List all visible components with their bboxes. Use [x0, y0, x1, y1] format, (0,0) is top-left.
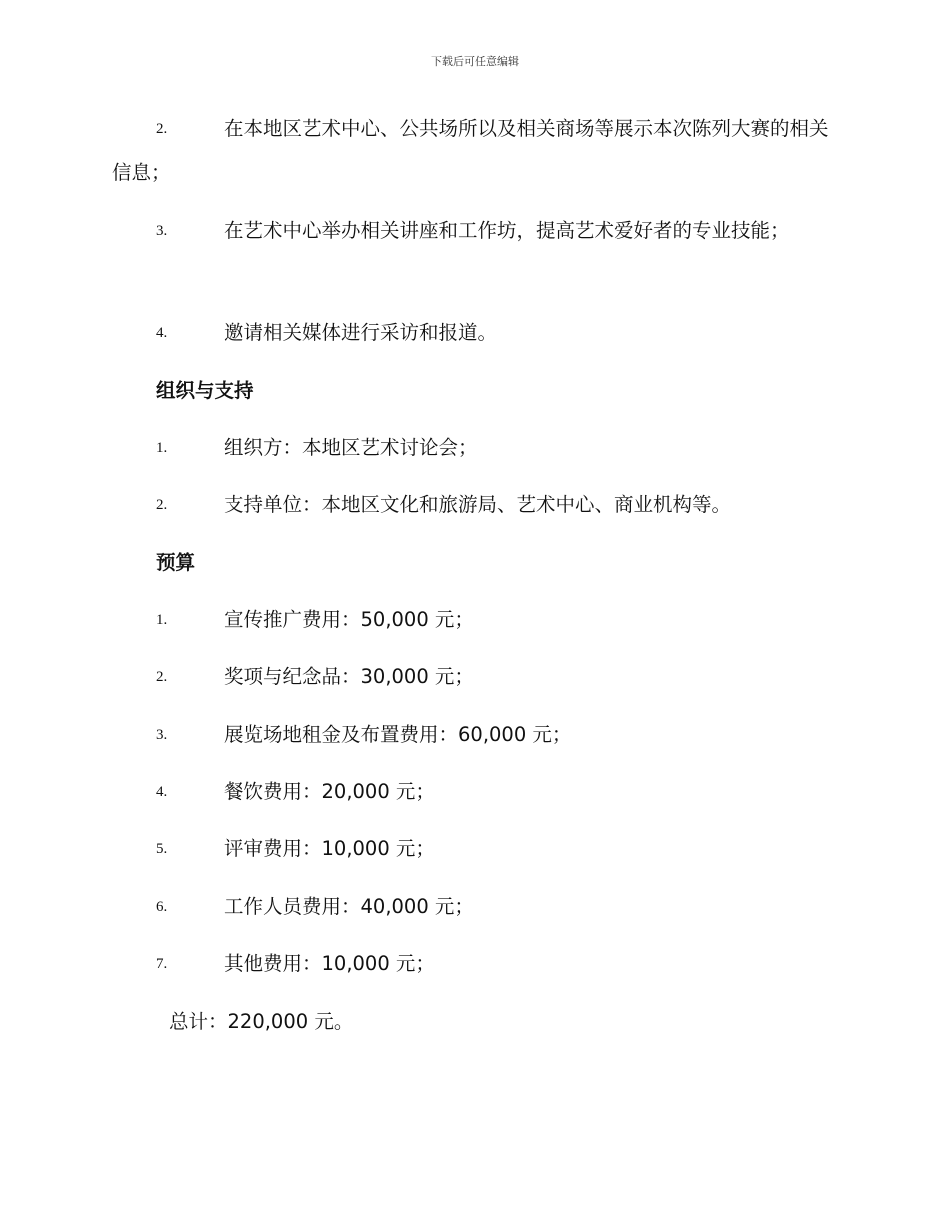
list-item	[112, 209, 842, 253]
list-number: 5.	[156, 841, 168, 857]
list-number: 7.	[156, 956, 168, 972]
list-number: 2.	[156, 497, 168, 513]
list-number: 3.	[156, 223, 168, 239]
list-item-text: 在本地区艺术中心、公共场所以及相关商场等展示本次陈列大赛的相关信息；	[112, 117, 829, 184]
list-item-text: 展览场地租金及布置费用：60,000 元；	[224, 723, 572, 746]
list-item-text: 宣传推广费用：50,000 元；	[224, 608, 474, 631]
list-number: 2.	[156, 669, 168, 685]
list-item-text: 在艺术中心举办相关讲座和工作坊，提高艺术爱好者的专业技能；	[224, 219, 790, 242]
list-number: 6.	[156, 899, 168, 915]
list-item	[112, 107, 842, 195]
section-heading-budget: 预算	[156, 551, 196, 574]
list-number: 4.	[156, 784, 168, 800]
list-number: 3.	[156, 727, 168, 743]
page-header-note: 下载后可任意编辑	[431, 55, 519, 68]
section-heading-organization: 组织与支持	[156, 379, 254, 402]
list-item-text: 组织方：本地区艺术讨论会；	[224, 436, 478, 459]
list-item-text: 支持单位：本地区文化和旅游局、艺术中心、商业机构等。	[224, 493, 732, 516]
list-item-text: 邀请相关媒体进行采访和报道。	[224, 321, 498, 344]
list-item-text: 奖项与纪念品：30,000 元；	[224, 665, 474, 688]
list-number: 4.	[156, 325, 168, 341]
list-item-text: 餐饮费用：20,000 元；	[224, 780, 435, 803]
list-item-text: 其他费用：10,000 元；	[224, 952, 435, 975]
list-item-text: 工作人员费用：40,000 元；	[224, 895, 474, 918]
budget-total: 总计：220,000 元。	[169, 1010, 354, 1033]
list-number: 1.	[156, 440, 168, 456]
list-item-text: 评审费用：10,000 元；	[224, 837, 435, 860]
list-number: 1.	[156, 612, 168, 628]
list-number: 2.	[156, 121, 168, 137]
